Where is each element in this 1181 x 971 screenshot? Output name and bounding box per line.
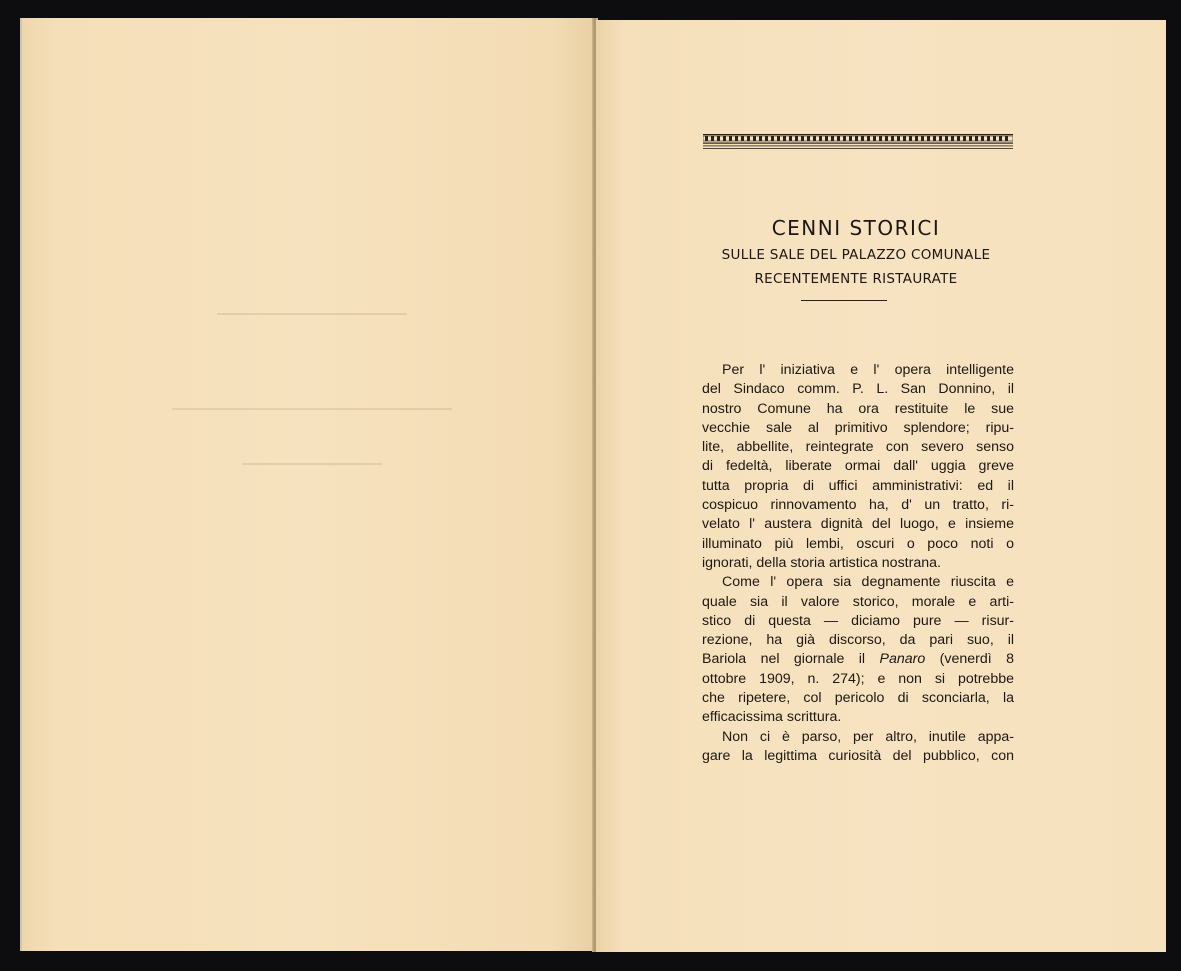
text-line: cospicuo rinnovamento ha, d' un tratto, ri-	[702, 497, 1014, 514]
page-subtitle-line-1: SULLE SALE DEL PALAZZO COMUNALE	[721, 247, 991, 263]
decorative-header-ornament	[703, 132, 1013, 152]
text-line: Non ci è parso, per altro, inutile appa-	[722, 728, 1014, 745]
text-line: Per l' iniziativa e l' opera intelligente	[722, 362, 1014, 378]
text-line: gare la legittima curiosità del pubblico, con	[702, 747, 1014, 764]
text-line: stico di questa — diciamo pure — risur-	[702, 612, 1014, 629]
text-line: vecchie sale al primitivo splendore; ripu-	[702, 419, 1014, 436]
text-line: lite, abbellite, reintegrate con severo senso	[702, 439, 1014, 456]
text-line: Come l' opera sia degnamente riuscita e	[722, 574, 1014, 591]
text-line-with-italic	[702, 650, 1014, 669]
text-fragment: (venerdì 8	[925, 651, 1014, 668]
text-line: efficacissima scrittura.	[702, 709, 842, 726]
text-line: di fedeltà, liberate ormai dall' uggia greve	[702, 458, 1014, 475]
newspaper-name: Panaro	[879, 651, 926, 668]
text-line: illuminato più lembi, oscuri o poco noti o	[702, 535, 1014, 552]
show-through-mark	[242, 463, 382, 465]
text-line: tutta propria di uffici amministrativi: ed il	[702, 477, 1014, 494]
title-divider	[801, 300, 887, 301]
text-line: rezione, ha già discorso, da pari suo, il	[702, 632, 1014, 649]
text-line: ignorati, della storia artistica nostrana.	[702, 554, 941, 571]
page-subtitle-line-2: RECENTEMENTE RISTAURATE	[754, 271, 958, 287]
text-line: velato l' austera dignità del luogo, e insieme	[702, 516, 1014, 533]
text-fragment: Bariola nel giornale il	[702, 651, 880, 668]
left-page-blank	[20, 18, 596, 951]
show-through-mark	[217, 313, 407, 315]
text-line: nostro Comune ha ora restituite le sue	[702, 400, 1014, 417]
right-page	[596, 20, 1166, 952]
body-text	[702, 361, 1014, 766]
show-through-mark	[172, 408, 452, 410]
page-title: CENNI STORICI	[771, 216, 941, 240]
text-line: che ripetere, col pericolo di sconciarla, la	[702, 690, 1014, 707]
text-line: del Sindaco comm. P. L. San Donnino, il	[702, 381, 1014, 398]
text-line: quale sia il valore storico, morale e arti-	[702, 593, 1014, 610]
text-line: ottobre 1909, n. 274); e non si potrebbe	[702, 670, 1014, 687]
